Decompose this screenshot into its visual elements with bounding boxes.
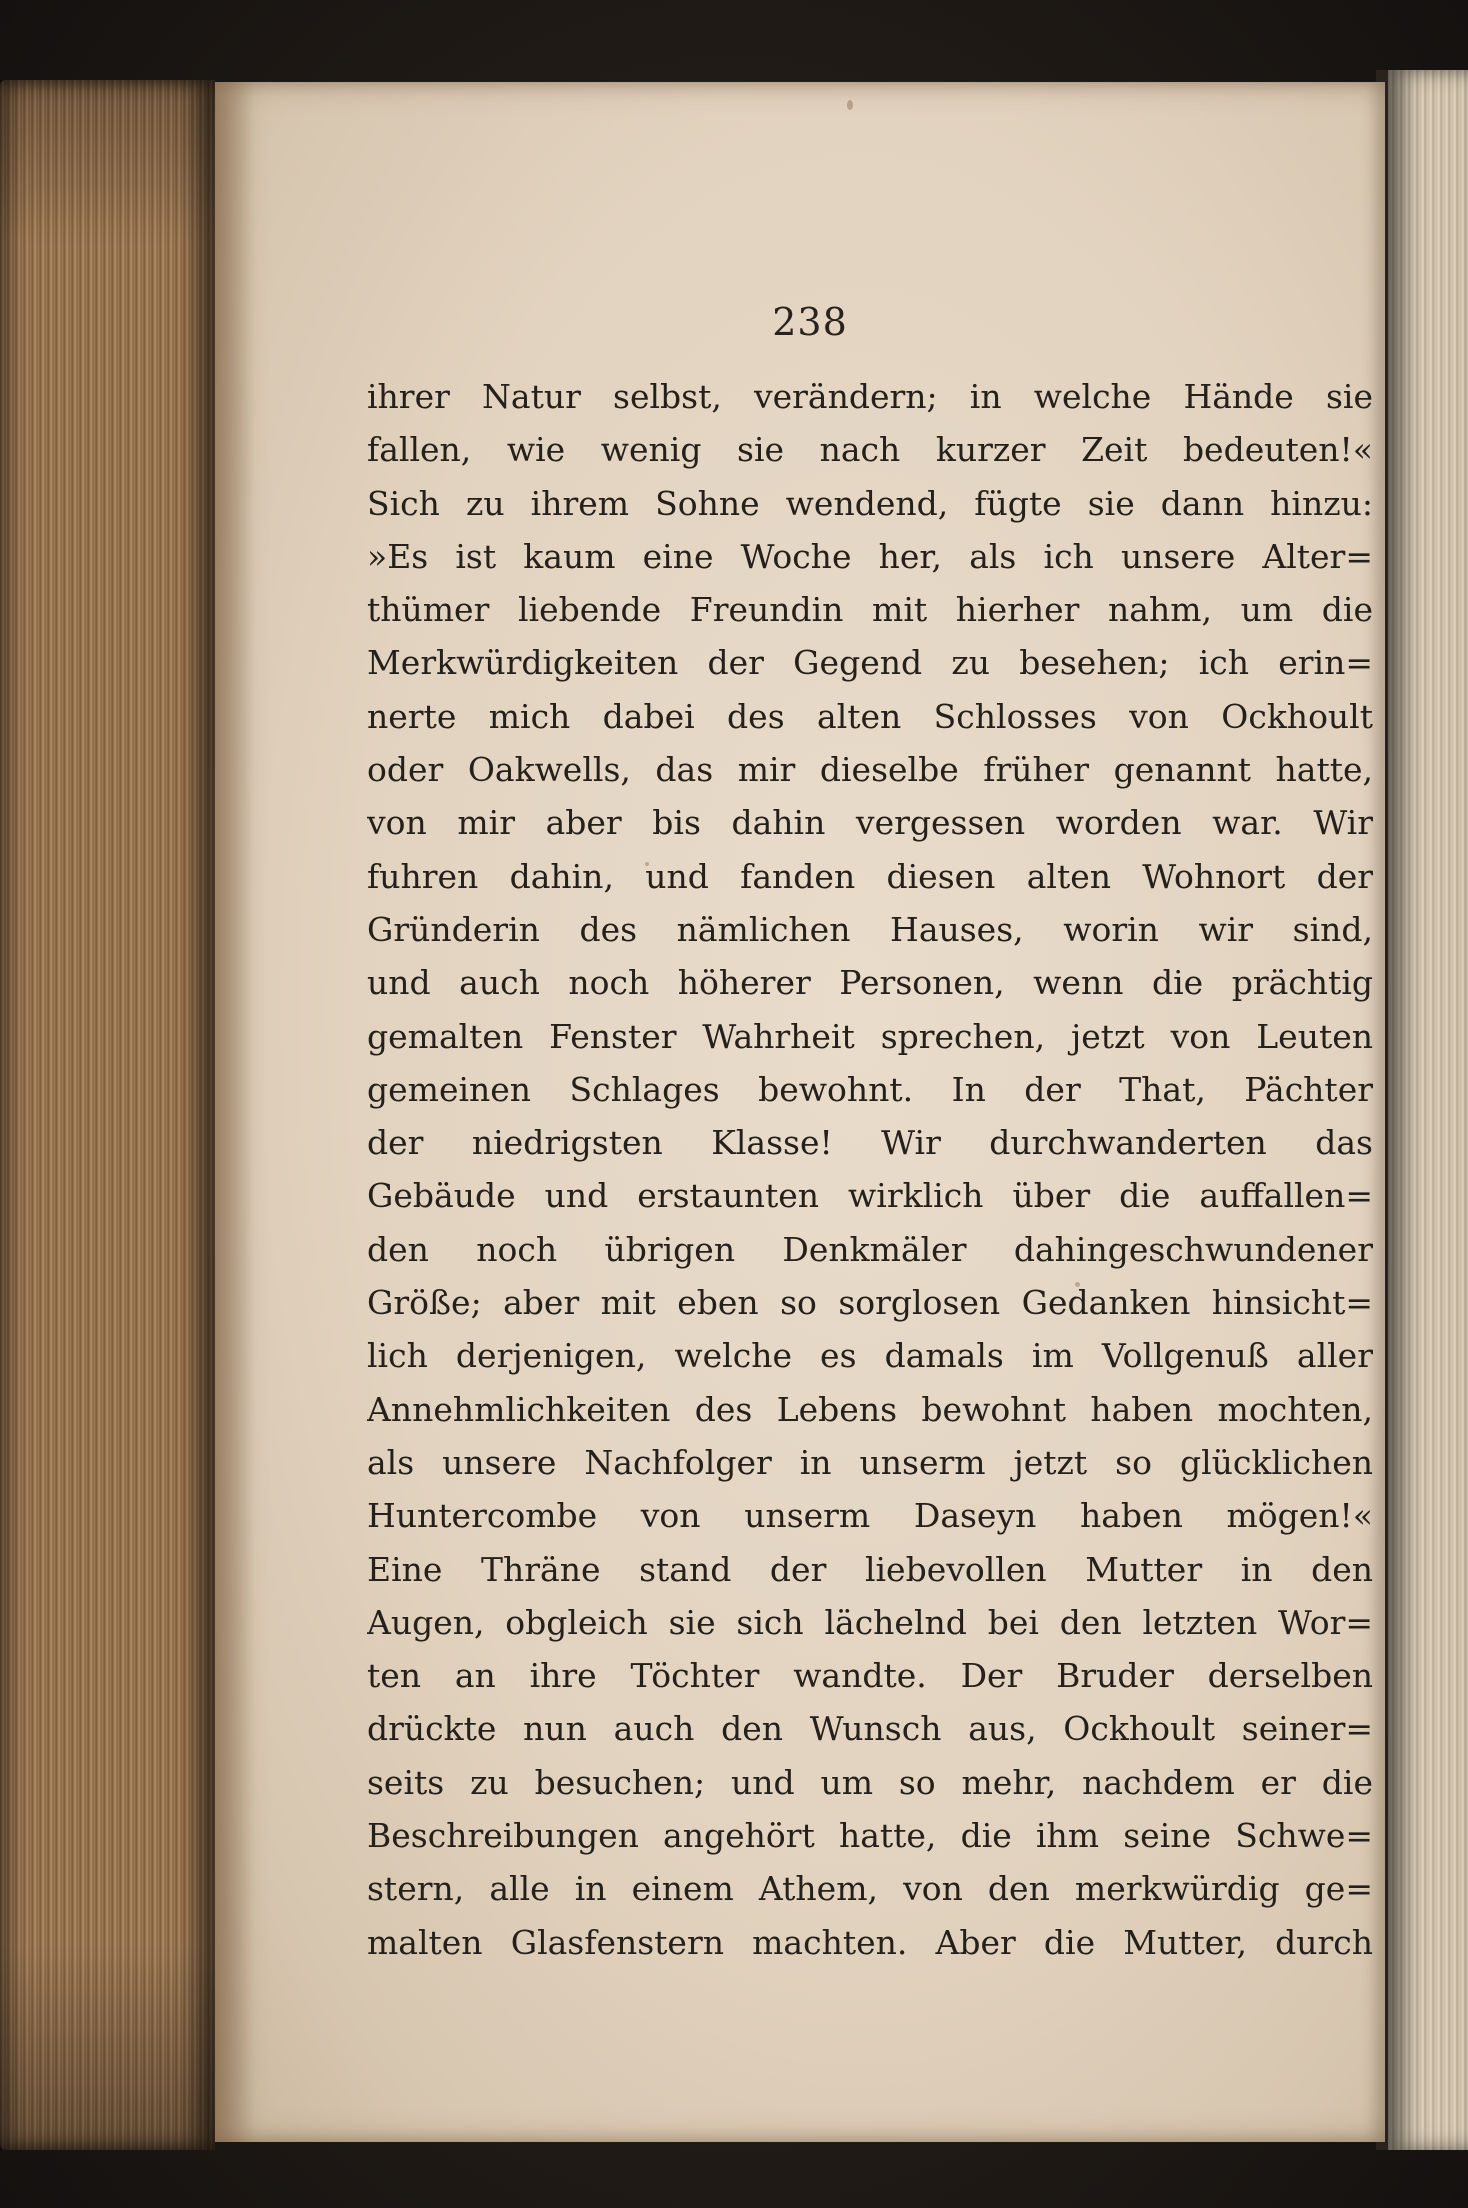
text-line: nerte mich dabei des alten Schlosses von Ockhoult [367, 696, 1373, 736]
text-line: Gründerin des nämlichen Hauses, worin wir sind, [367, 909, 1373, 949]
text-line: Gebäude und erstaunten wirklich über die auffallen= [367, 1176, 1373, 1216]
text-line: Augen, obgleich sie sich lächelnd bei den letzten Wor= [367, 1602, 1373, 1642]
text-line: stern, alle in einem Athem, von den merkwürdig ge= [367, 1869, 1373, 1909]
text-line: von mir aber bis dahin vergessen worden war. Wir [367, 803, 1373, 843]
text-line: Huntercombe von unserm Daseyn haben mögen!« [367, 1496, 1373, 1536]
body-text [367, 370, 1373, 2070]
text-line: fallen, wie wenig sie nach kurzer Zeit bedeuten!« [367, 430, 1373, 470]
left-page-edges [0, 80, 215, 2150]
text-line: thümer liebende Freundin mit hierher nahm, um die [367, 590, 1373, 630]
text-line: drückte nun auch den Wunsch aus, Ockhoult seiner= [367, 1709, 1373, 1749]
text-line: gemeinen Schlages bewohnt. In der That, Pächter [367, 1069, 1373, 1109]
text-line: ten an ihre Töchter wandte. Der Bruder derselben [367, 1656, 1373, 1696]
book-page [215, 82, 1385, 2142]
text-line: Annehmlichkeiten des Lebens bewohnt haben mochten, [367, 1389, 1373, 1429]
text-line: der niedrigsten Klasse! Wir durchwanderten das [367, 1123, 1373, 1163]
text-line: Größe; aber mit eben so sorglosen Gedanken hinsicht= [367, 1283, 1373, 1323]
text-line: Sich zu ihrem Sohne wendend, fügte sie dann hinzu: [367, 483, 1373, 523]
right-page-edges [1388, 70, 1468, 2150]
text-line: Beschreibungen angehört hatte, die ihm seine Schwe= [367, 1816, 1373, 1856]
text-line: malten Glasfenstern machten. Aber die Mutter, durch [367, 1922, 1373, 1962]
text-line: und auch noch höherer Personen, wenn die prächtig [367, 963, 1373, 1003]
text-line: lich derjenigen, welche es damals im Vollgenuß aller [367, 1336, 1373, 1376]
text-line: als unsere Nachfolger in unserm jetzt so glücklichen [367, 1442, 1373, 1482]
text-line: Merkwürdigkeiten der Gegend zu besehen; ich erin= [367, 643, 1373, 683]
text-line: fuhren dahin, und fanden diesen alten Wohnort der [367, 856, 1373, 896]
text-line: »Es ist kaum eine Woche her, als ich unsere Alter= [367, 536, 1373, 576]
page-number: 238 [772, 300, 848, 344]
text-line: seits zu besuchen; und um so mehr, nachdem er die [367, 1762, 1373, 1802]
paper-speck [847, 100, 853, 110]
text-line: den noch übrigen Denkmäler dahingeschwundener [367, 1229, 1373, 1269]
text-line: ihrer Natur selbst, verändern; in welche Hände sie [367, 377, 1373, 416]
text-line: gemalten Fenster Wahrheit sprechen, jetzt von Leuten [367, 1016, 1373, 1056]
text-line: Eine Thräne stand der liebevollen Mutter in den [367, 1549, 1373, 1589]
text-line: oder Oakwells, das mir dieselbe früher genannt hatte, [367, 750, 1373, 790]
